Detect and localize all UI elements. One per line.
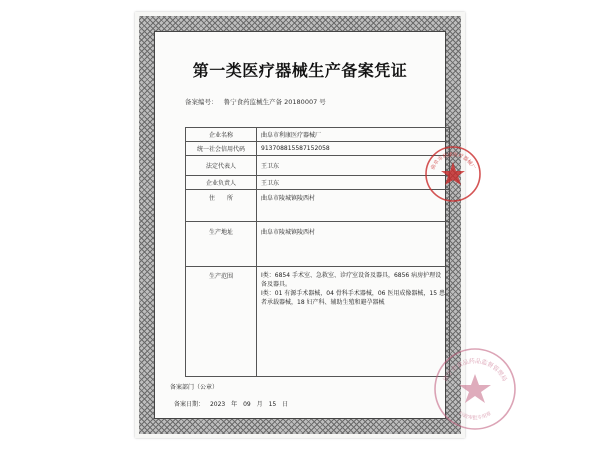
seal-bottom-text: 行政审批专用章 (457, 410, 493, 422)
date-year-unit: 年 (231, 401, 238, 408)
field-key: 住 所 (186, 190, 257, 222)
table-row (186, 267, 450, 377)
date-day-unit: 日 (282, 401, 289, 408)
field-key: 统一社会信用代码 (186, 142, 257, 156)
certificate-body (154, 31, 509, 422)
date-year: 2023 (209, 401, 226, 408)
registration-number (185, 97, 326, 106)
table-row (186, 222, 450, 267)
date-month-unit: 月 (256, 401, 263, 408)
field-value: 曲阜市陵城镇陵西村 (257, 190, 450, 222)
field-value: 913708815587152058 (257, 142, 450, 156)
certificate-title: 第一类医疗器械生产备案凭证 (192, 61, 408, 80)
certificate-footer (170, 382, 288, 416)
table-row (186, 190, 450, 222)
info-table (185, 127, 450, 377)
filing-dept: 备案部门（公章） (170, 384, 219, 391)
date-month: 09 (243, 401, 251, 408)
company-stamp (423, 144, 483, 204)
field-value: 曲阜市利康医疗器械厂 (257, 128, 450, 142)
scope-line-1: Ⅰ类：6854 手术室、急救室、诊疗室设备及器具，6856 病房护理设备及器具。 (261, 272, 442, 288)
field-key: 生产地址 (186, 222, 257, 267)
seal-text: 济宁市食品药品监督管理局 (441, 357, 509, 383)
table-row (186, 156, 450, 176)
field-key: 生产范围 (186, 267, 257, 377)
registration-label: 备案编号： (185, 98, 218, 106)
field-key: 企业负责人 (186, 176, 257, 190)
field-value: 王卫东 (257, 156, 450, 176)
field-value: 曲阜市陵城镇陵西村 (257, 222, 450, 267)
scope-line-2: Ⅰ类：01 有源手术器械，04 骨科手术器械，06 医用成像器械，15 患者承载器械，18 妇产科、辅助生殖和避孕器械 (261, 290, 445, 306)
stamp-text: 曲阜市利康医疗器械厂 (430, 151, 476, 171)
authority-seal (430, 344, 520, 434)
svg-text:行政审批专用章 (457, 410, 492, 422)
field-key: 法定代表人 (186, 156, 257, 176)
field-value: 王卫东 (257, 176, 450, 190)
production-scope (257, 267, 450, 377)
table-row (186, 176, 450, 190)
field-key: 企业名称 (186, 128, 257, 142)
registration-value: 鲁宁食药监械生产备 20180007 号 (223, 98, 326, 106)
date-label: 备案日期： (174, 401, 205, 408)
filing-date (170, 399, 288, 408)
table-row (186, 128, 450, 142)
certificate-sheet (135, 12, 509, 438)
date-day: 15 (268, 401, 277, 408)
table-row (186, 142, 450, 156)
